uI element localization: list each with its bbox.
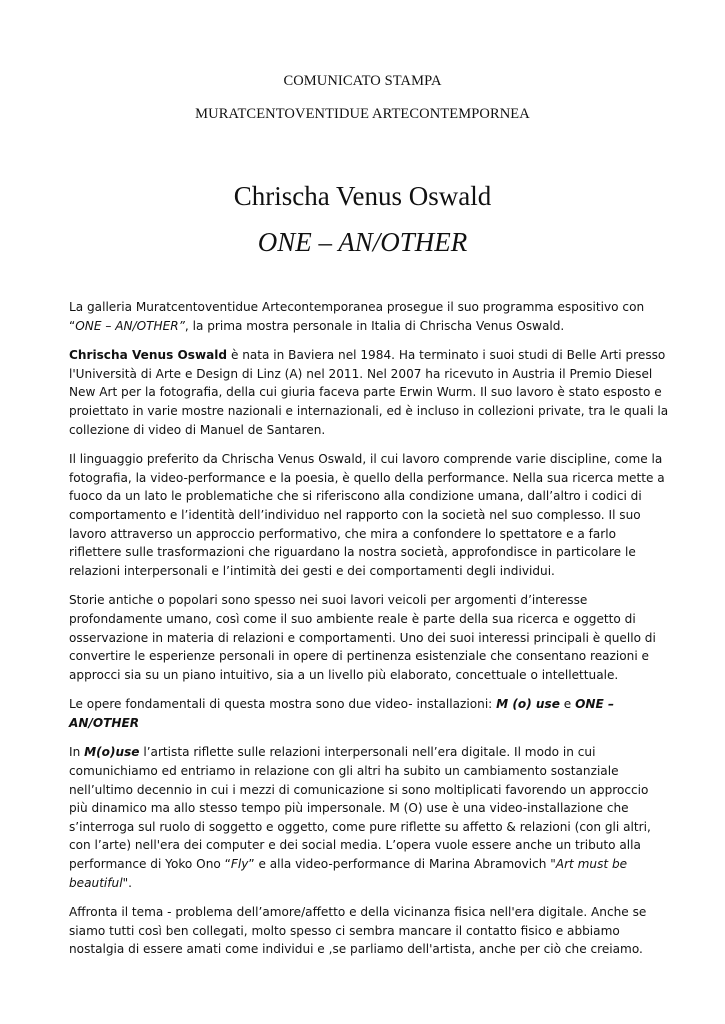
press-release-label: COMUNICATO STAMPA [283, 73, 442, 89]
exhibition-title: ONE – AN/OTHER [257, 227, 468, 257]
artist-title: Chrischa Venus Oswald [233, 181, 492, 211]
paragraph-biography: Chrischa Venus Oswald è nata in Baviera nel 1984. Ha terminato i suoi studi di Belle Arti presso l'Università di Arte e Design di Linz (A) nel 2011. Nel 2007 ha ricevuto in Austria il Premio Diesel New Art per la fotografia, della cui giuria faceva parte Erwin Wurm. Il suo lavoro è stato esposto e proiettato in varie mostre nazionali e internazionali, ed è incluso in collezioni private, tra le quali la collezione di video di Manuel de Santaren. [69, 348, 669, 437]
paragraph-theme: Affronta il tema - problema dell’amore/affetto e della vicinanza fisica nell'era digitale. Anche se siamo tutti così ben collegati, molto spesso ci sembra mancare il contatto fisico e abbiamo nostalgia di essere amati come individui e ,se parliamo dell'artista, anche per ciò che creiamo. [69, 905, 647, 957]
paragraph-stories: Storie antiche o popolari sono spesso nei suoi lavori veicoli per argomenti d’interesse profondamente umano, così come il suo ambiente reale è parte della sua ricerca e oggetto di osservazione in materia di relazioni e comportamenti. Uno dei suoi interessi principali è quello di convertire le esperienze personali in opere di pertinenza esistenziale che consentano reazioni e approcci sia su un piano intuitivo, sia a un livello più elaborato, concettuale o intellettuale. [69, 593, 656, 682]
paragraph-language: Il linguaggio preferito da Chrischa Venus Oswald, il cui lavoro comprende varie discipline, come la fotografia, la video-performance e la poesia, è quello della performance. Nella sua ricerca mette a fuoco da un lato le problematiche che si riferiscono alla condizione umana, dall’altro i codici di comportamento e l’identità dell’individuo nel rapporto con la società nel suo complesso. Il suo lavoro attraverso un approccio performativo, che mira a confondere lo spettatore e a farlo riflettere sulle trasformazioni che riguardano la nostra società, approfondisce in particolare le relazioni interpersonali e l’intimità dei gesti e dei comportamenti degli individui. [69, 452, 665, 578]
paragraph-mouse: In M(o)use l’artista riflette sulle relazioni interpersonali nell’era digitale. Il modo in cui comunichiamo ed entriamo in relazione con gli altri ha subito un cambiamento sostanziale nell’ultimo decennio in cui i mezzi di comunicazione si sono moltiplicati favorendo un approccio più dinamico ma allo stesso tempo più impersonale. M (O) use è una video-installazione che s’interroga sul ruolo di soggetto e oggetto, come pure riflette su affetto & relazioni (con gli altri, con l’arte) nell'era dei computer e dei social media. L’opera vuole essere anche un tributo alla performance di Yoko Ono “Fly” e alla video-performance di Marina Abramovich "Art must be beautiful". [69, 745, 651, 890]
work-title-one-another: ONE – AN/OTHER [69, 697, 615, 730]
artist-name: Chrischa Venus Oswald [69, 348, 228, 363]
paragraph-works: Le opere fondamentali di questa mostra sono due video- installazioni: M (o) use e ONE – AN/OTHER [69, 697, 615, 730]
paragraph-intro: La galleria Muratcentoventidue Artecontemporanea prosegue il suo programma espositivo con “ONE – AN/OTHER”, la prima mostra personale in Italia di Chrischa Venus Oswald. [69, 300, 645, 333]
gallery-name: MURATCENTOVENTIDUE ARTECONTEMPORNEA [195, 106, 530, 122]
press-release-body [69, 298, 669, 970]
work-title-mouse: M (o) use [496, 697, 560, 712]
